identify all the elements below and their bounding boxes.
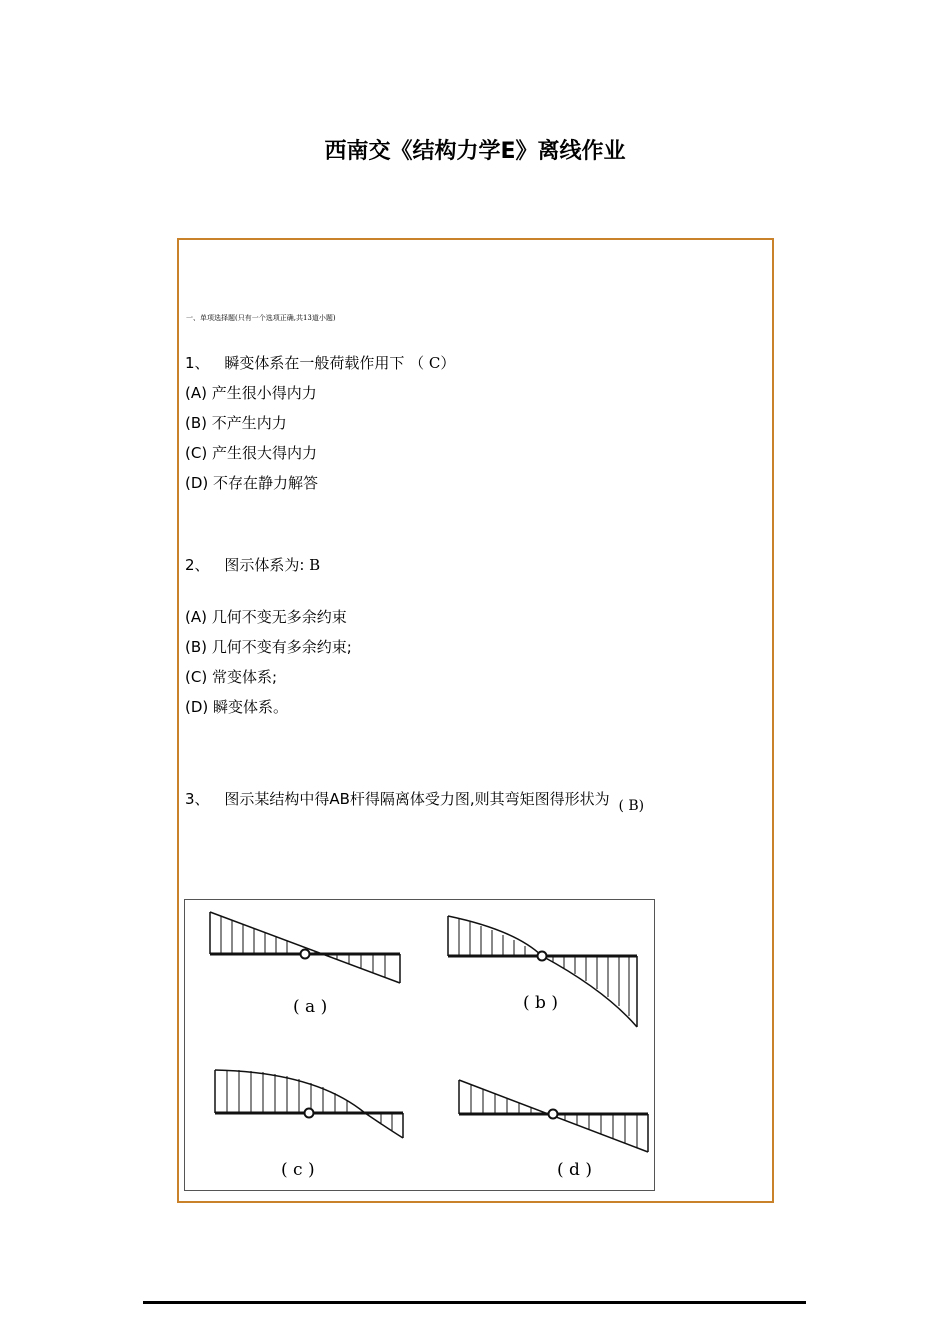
question-1-number: 1、	[185, 354, 210, 372]
moment-diagram-figure	[184, 899, 655, 1191]
diagram-b-label: ( b )	[523, 993, 558, 1013]
question-3-number: 3、	[185, 790, 210, 808]
question-2-text: 图示体系为:	[224, 556, 305, 574]
question-2-option-d: (D) 瞬变体系。	[185, 698, 289, 716]
question-1-option-a: (A) 产生很小得内力	[185, 384, 317, 402]
diagram-d	[459, 1080, 648, 1152]
diagram-a	[210, 912, 400, 983]
diagram-a-label: ( a )	[293, 997, 328, 1017]
question-2-option-b: (B) 几何不变有多余约束;	[185, 638, 352, 656]
page-title: 西南交《结构力学E》离线作业	[324, 139, 626, 164]
question-1-answer: （ C）	[409, 354, 456, 372]
diagram-c	[215, 1070, 403, 1138]
question-2-number: 2、	[185, 556, 210, 574]
question-3-answer: ( B)	[618, 798, 645, 814]
question-2-option-a: (A) 几何不变无多余约束	[185, 608, 347, 626]
question-1-stem	[185, 352, 455, 373]
question-2-stem	[185, 554, 320, 575]
moment-diagram-svg	[185, 900, 654, 1190]
question-3-stem	[185, 788, 645, 814]
question-3-text: 图示某结构中得AB杆得隔离体受力图,则其弯矩图得形状为	[224, 790, 610, 808]
question-1-text: 瞬变体系在一般荷载作用下	[224, 354, 405, 372]
question-1-option-c: (C) 产生很大得内力	[185, 444, 317, 462]
question-2-option-c: (C) 常变体系;	[185, 668, 277, 686]
diagram-c-label: ( c )	[281, 1160, 315, 1180]
bottom-rule	[143, 1301, 806, 1304]
question-1-option-d: (D) 不存在静力解答	[185, 474, 319, 492]
diagram-d-label: ( d )	[557, 1160, 592, 1180]
question-2-answer: B	[309, 556, 321, 574]
section-note: 一、单项选择题(只有一个选项正确,共13道小题)	[186, 314, 336, 322]
question-1-option-b: (B) 不产生内力	[185, 414, 287, 432]
